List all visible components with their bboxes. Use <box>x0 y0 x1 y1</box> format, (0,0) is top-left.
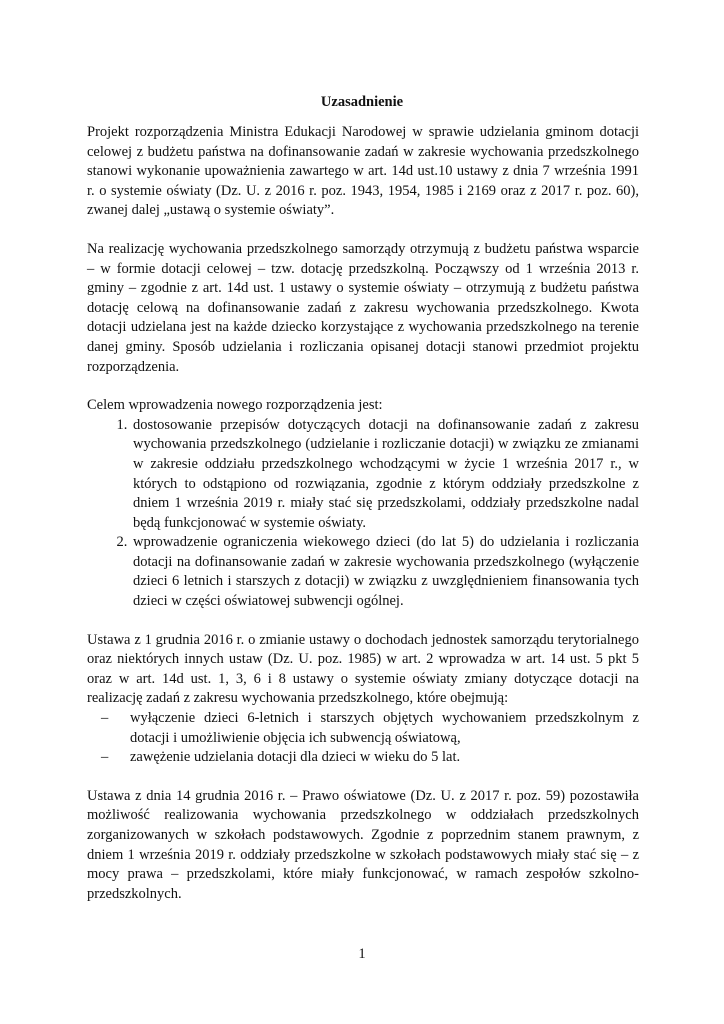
dash-bullet: – <box>101 749 109 766</box>
document-title: Uzasadnienie <box>320 94 404 110</box>
changes-list-item <box>101 709 639 748</box>
paragraph-preschool-subsidy: Na realizację wychowania przedszkolnego samorządy otrzymują z budżetu państwa wsparcie – w formie dotacji celowej – tzw. dotację przedszkolną. Począwszy od 1 września 2013 r. gminy – zgodnie z art. 14d ust. 1 ustawy o systemie oświaty – otrzymują z budżetu państwa dotację celową na dofinansowanie zadań z zakresu wychowania przedszkolnego. Kwota dotacji udzielana jest na każde dziecko korzystające z wychowania przedszkolnego na terenie danej gminy. Sposób udzielania i rozliczania opisanej dotacji stanowi przedmiot projektu rozporządzenia. <box>87 240 639 375</box>
page-number: 1 <box>358 946 366 962</box>
changes-list <box>87 709 639 768</box>
goals-list <box>87 416 639 612</box>
changes-list-item-text: wyłączenie dzieci 6-letnich i starszych objętych wychowaniem przedszkolnym z dotacji i umożliwienie objęcia ich subwencją oświatową, <box>130 710 639 746</box>
changes-list-item-text: zawężenie udzielania dotacji dla dzieci w wieku do 5 lat. <box>130 749 461 766</box>
goals-list-item: 2. wprowadzenie ograniczenia wiekowego dzieci (do lat 5) do udzielania i rozliczania dotacji na dofinansowanie zadań w zakresie wychowania przedszkolnego (wyłączenie dzieci 6 letnich i starszych z dotacji) w związku z uwzględnieniem finansowania tych dzieci w części oświatowej subwencji ogólnej. <box>131 533 639 611</box>
changes-list-item <box>101 748 639 768</box>
paragraph-act-amendment: Ustawa z 1 grudnia 2016 r. o zmianie ustawy o dochodach jednostek samorządu terytorialnego oraz niektórych innych ustaw (Dz. U. poz. 1985) w art. 2 wprowadza w art. 14 ust. 5 pkt 5 oraz w art. 14d ust. 1, 3, 6 i 8 ustawy o systemie oświaty zmiany dotyczące dotacji na realizację zadań z zakresu wychowania przedszkolnego, które obejmują: <box>87 631 639 707</box>
dash-bullet: – <box>101 710 109 727</box>
paragraph-education-law: Ustawa z dnia 14 grudnia 2016 r. – Prawo oświatowe (Dz. U. z 2017 r. poz. 59) pozostawiła możliwość realizowania wychowania przedszkolnego w oddziałach przedszkolnych zorganizowanych w szkołach podstawowych. Zgodnie z poprzednim stanem prawnym, z dniem 1 września 2019 r. oddziały przedszkolne w szkołach podstawowych miały stać się – z mocy prawa – przedszkolami, które miały funkcjonować, w ramach zespołów szkolno-przedszkolnych. <box>87 787 639 902</box>
document-body <box>87 123 639 923</box>
goals-list-item: 1. dostosowanie przepisów dotyczących dotacji na dofinansowanie zadań z zakresu wychowania przedszkolnego (udzielanie i rozliczanie dotacji) w związku ze zmianami w zakresie oddziału przedszkolnego wchodzącymi w życie 1 września 2017 r., w których to odstąpiono od rozwiązania, zgodnie z którym oddziały przedszkolne z dniem 1 września 2019 r. miały stać się przedszkolami, oddziały przedszkolne nadal będą funkcjonować w systemie oświaty. <box>131 416 639 534</box>
paragraph-legal-basis: Projekt rozporządzenia Ministra Edukacji Narodowej w sprawie udzielania gminom dotacji celowej z budżetu państwa na dofinansowanie zadań w zakresie wychowania przedszkolnego stanowi wykonanie upoważnienia zawartego w art. 14d ust.10 ustawy z dnia 7 września 1991 r. o systemie oświaty (Dz. U. z 2016 r. poz. 1943, 1954, 1985 i 2169 oraz z 2017 r. poz. 60), zwanej dalej „ustawą o systemie oświaty”. <box>87 124 639 219</box>
paragraph-goals-intro: Celem wprowadzenia nowego rozporządzenia jest: <box>87 397 383 414</box>
